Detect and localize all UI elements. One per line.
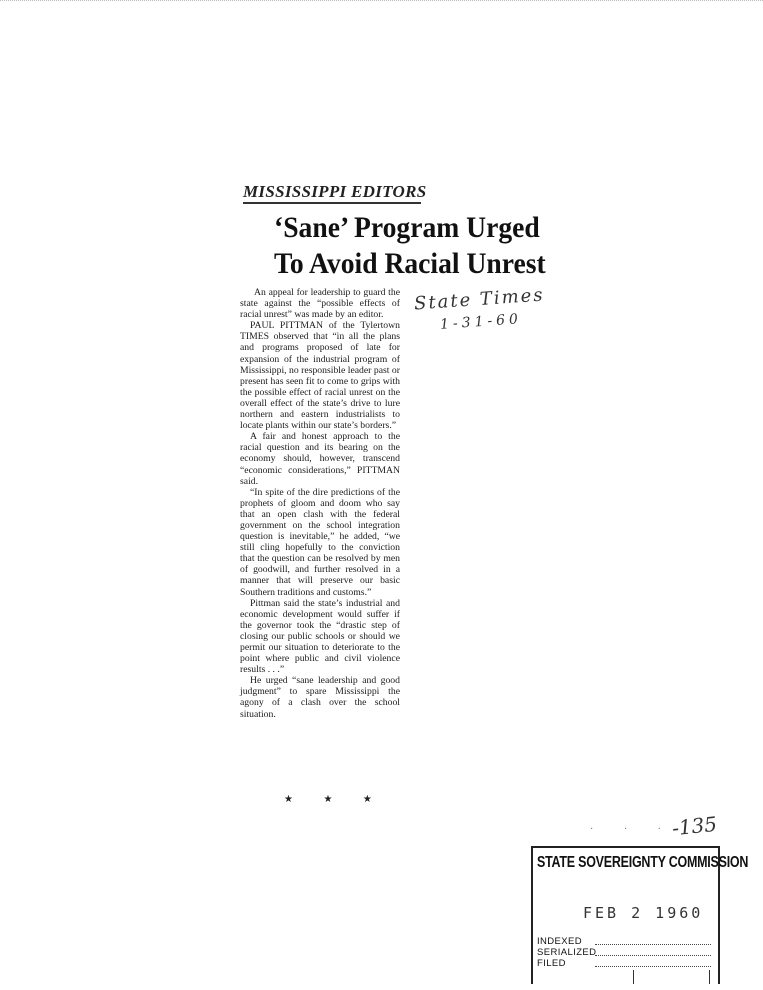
stamp-row-indexed	[537, 936, 713, 947]
article-body	[240, 287, 400, 720]
stamp-tick-mark	[633, 970, 634, 984]
stamp-row-label: INDEXED	[537, 936, 583, 947]
stamp-date: FEB 2 1960	[583, 904, 704, 922]
article-paragraph: PAUL PITTMAN of the Tylertown TIMES observed that “in all the plans and programs proposed of late for expansion of the industrial program of Mississippi, no responsible leader past or present has seen fit to come to grips with the possible effect of racial unrest on the overall effect of the state’s drive to lure northern and eastern industrialists to locate plants within our state’s borders.”	[240, 320, 400, 432]
end-of-article-stars: ★ ★ ★	[284, 794, 386, 805]
stamp-row-label: SERIALIZED	[537, 947, 597, 958]
stamp-title: STATE SOVEREIGNTY COMMISSION	[537, 854, 749, 871]
scan-top-border	[0, 0, 763, 1]
handwritten-date-note: 1-31-60	[439, 311, 523, 333]
handwritten-page-number: -135	[670, 811, 719, 841]
commission-filing-stamp	[531, 846, 749, 984]
article-paragraph: He urged “sane leadership and good judgment” to spare Mississippi the agony of a clash over the school situation.	[240, 675, 400, 720]
stamp-row-leader	[595, 944, 711, 945]
stray-marks: · · ·	[590, 824, 675, 835]
stamp-row-leader	[595, 955, 711, 956]
stamp-tick-mark	[709, 970, 710, 984]
headline-line-2: To Avoid Racial Unrest	[274, 247, 546, 280]
stamp-row-filed	[537, 958, 713, 969]
headline-line-1: ‘Sane’ Program Urged	[274, 211, 540, 244]
article-paragraph: A fair and honest approach to the racial question and its bearing on the economy should, however, transcend “economic considerations,” PITTMAN said.	[240, 431, 400, 487]
stamp-row-serialized	[537, 947, 713, 958]
article-headline	[274, 210, 578, 282]
article-paragraph: “In spite of the dire predictions of the prophets of gloom and doom who say that an open clash with the federal government on the school integration question is inevitable,” he added, “we still cling hopefully to the conviction that the question can be resolved by men of goodwill, and further resolved in a manner that will preserve our basic Southern traditions and customs.”	[240, 486, 400, 598]
article-paragraph: Pittman said the state’s industrial and economic development would suffer if the governor took the “drastic step of closing our public schools or should we permit our situation to deteriorate to the point where public and civil violence results . . .”	[240, 597, 400, 676]
handwritten-source-note: State Times	[413, 284, 546, 315]
stamp-row-leader	[595, 966, 711, 967]
kicker-underline	[243, 202, 421, 204]
stamp-row-label: FILED	[537, 958, 566, 969]
section-kicker: MISSISSIPPI EDITORS	[243, 182, 427, 201]
article-paragraph: An appeal for leadership to guard the state against the “possible effects of racial unrest” was made by an editor.	[240, 287, 400, 321]
